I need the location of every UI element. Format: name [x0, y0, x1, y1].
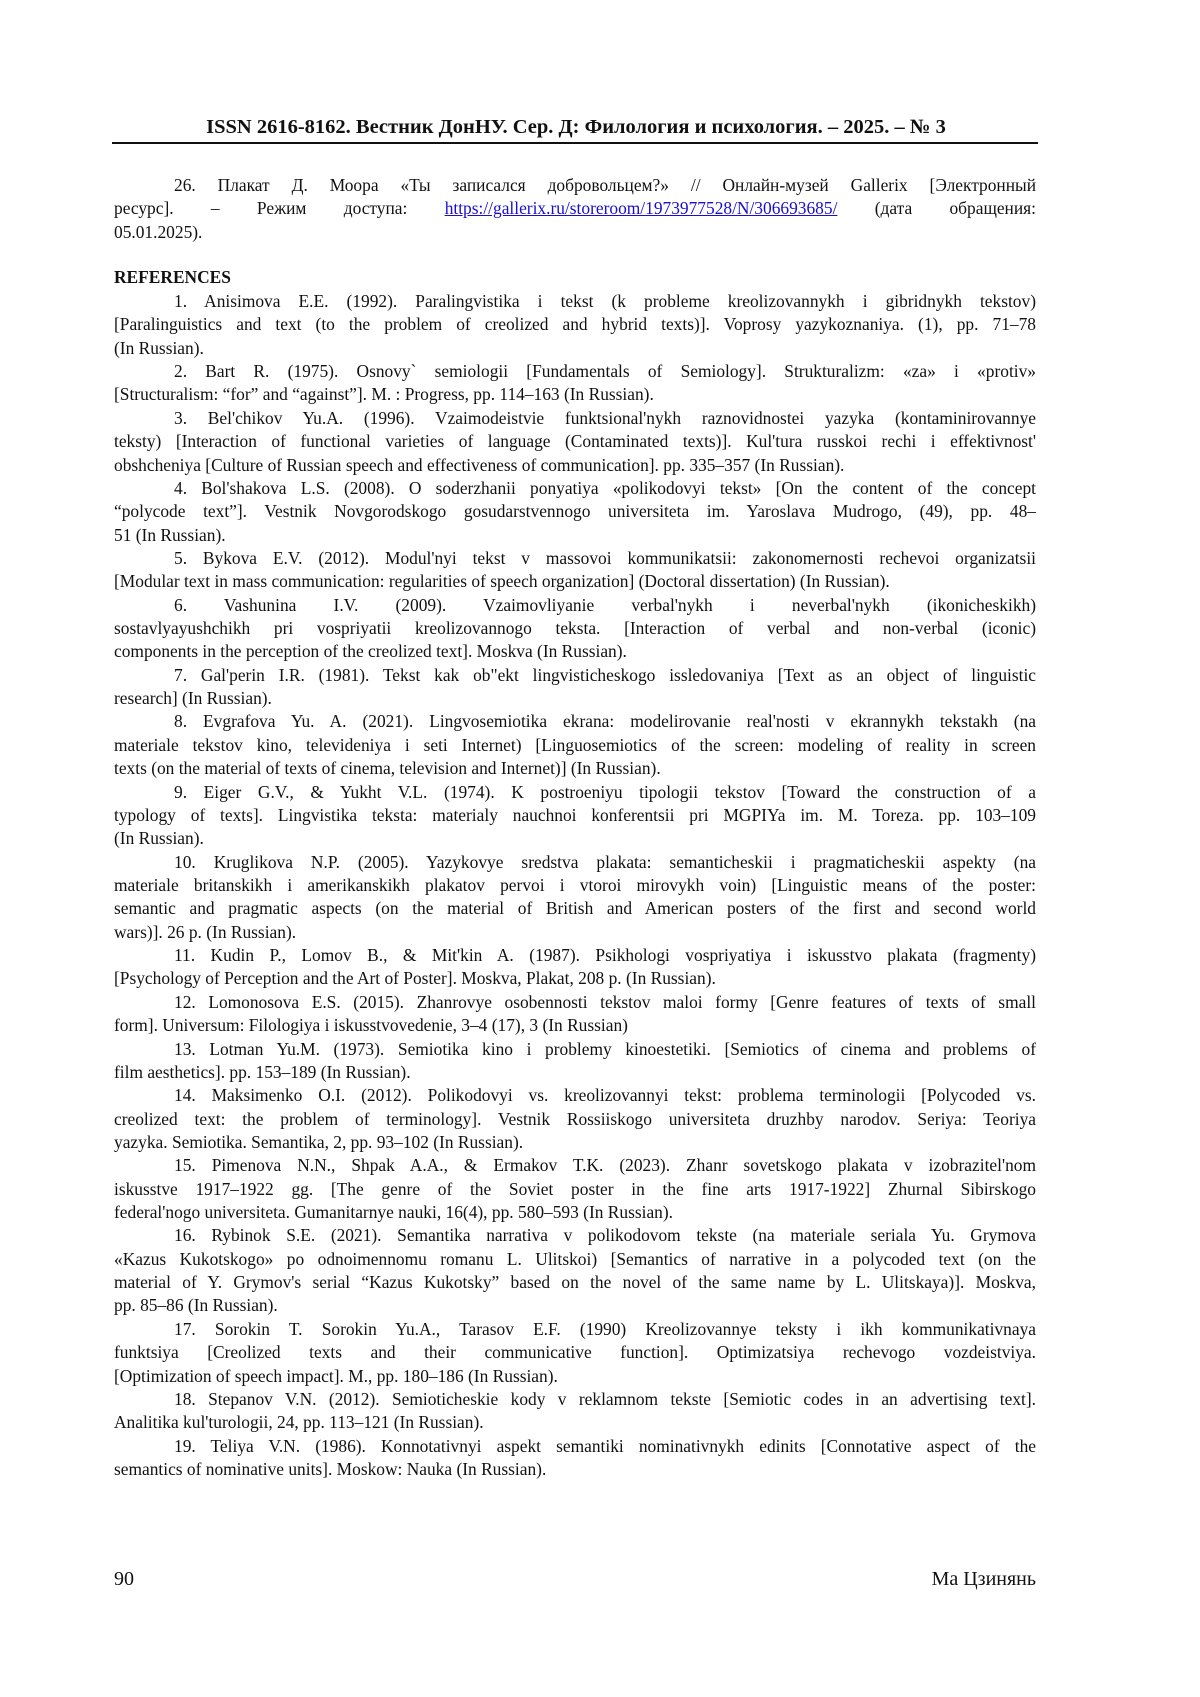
reference-line: semantics of nominative units]. Moskow: Nauka (In Russian).: [114, 1458, 547, 1479]
header-divider: [112, 142, 1038, 144]
reference-line: [Modular text in mass communication: regularities of speech organization] (Doctoral dissertation) (In Russian).: [114, 571, 890, 592]
reference-line: material of Y. Grymov's serial “Kazus Kukotsky” based on the novel of the same name by L. Ulitskaya)]. Moskva,: [114, 1272, 1036, 1293]
reference-line: 4. Bol'shakova L.S. (2008). O soderzhanii ponyatiya «polikodovyi tekst» [On the content of the concept: [174, 477, 1036, 498]
reference-item: [114, 1154, 1036, 1224]
reference-line: 1. Anisimova E.E. (1992). Paralingvistika i tekst (k probleme kreolizovannykh i gibridnykh tekstov): [174, 291, 1036, 311]
reference-line: 14. Maksimenko O.I. (2012). Polikodovyi vs. kreolizovannyi tekst: problema terminologii [Polycoded vs.: [174, 1085, 1036, 1106]
reference-line: form]. Universum: Filologiya i iskusstvovedenie, 3–4 (17), 3 (In Russian): [114, 1015, 628, 1036]
reference-line: semantic and pragmatic aspects (on the material of British and American posters of the first and second world: [114, 898, 1036, 919]
reference-item: [114, 944, 1036, 991]
reference-line: yazyka. Semiotika. Semantika, 2, pp. 93–102 (In Russian).: [114, 1131, 524, 1152]
reference-line: 9. Eiger G.V., & Yukht V.L. (1974). K postroeniyu tipologii tekstov [Toward the construction of a: [174, 781, 1036, 802]
reference-item: [114, 710, 1036, 780]
reference-line: «Kazus Kukotskogo» po odnoimennomu romanu L. Ulitskoi) [Semantics of narrative in a polycoded text (on the: [114, 1248, 1036, 1269]
reference-line: 51 (In Russian).: [114, 524, 226, 545]
reference-line: 18. Stepanov V.N. (2012). Semioticheskie kody v reklamnom tekste [Semiotic codes in an advertising text].: [174, 1388, 1036, 1409]
text-line: 26. Плакат Д. Моора «Ты записался добровольцем?» // Онлайн-музей Gallerix [Электронный: [174, 175, 1036, 195]
reference-line: typology of texts]. Lingvistika teksta: materialy nauchnoi konferentsii pri MGPIYa im. M. Toreza. pp. 103–109: [114, 804, 1036, 825]
text-segment: (дата обращения:: [837, 198, 1037, 219]
running-header: ISSN 2616-8162. Вестник ДонНУ. Сер. Д: Филология и психология. – 2025. – № 3: [206, 116, 946, 138]
text-line: [114, 197, 1036, 220]
reference-line: creolized text: the problem of terminology]. Vestnik Rossiiskogo universiteta druzhby narodov. Seriya: Teoriya: [114, 1108, 1036, 1129]
reference-item: [114, 290, 1036, 360]
reference-line: obshcheniya [Culture of Russian speech and effectiveness of communication]. pp. 335–357 (In Russian).: [114, 454, 845, 475]
reference-line: funktsiya [Creolized texts and their communicative function]. Optimizatsiya rechevogo vozdeistviya.: [114, 1342, 1036, 1363]
reference-line: components in the perception of the creolized text]. Moskva (In Russian).: [114, 641, 627, 662]
reference-line: (In Russian).: [114, 828, 204, 849]
reference-line: materiale tekstov kino, televideniya i seti Internet) [Linguosemiotics of the screen: modeling of reality in screen: [114, 734, 1036, 755]
reference-line: pp. 85–86 (In Russian).: [114, 1295, 278, 1316]
reference-line: 10. Kruglikova N.P. (2005). Yazykovye sredstva plakata: semanticheskii i pragmaticheskii aspekty (na: [174, 851, 1036, 872]
text-segment: ресурс]. – Режим доступа:: [114, 198, 445, 219]
reference-line: 17. Sorokin T. Sorokin Yu.A., Tarasov E.F. (1990) Kreolizovannye teksty i ikh kommunikativnaya: [174, 1318, 1036, 1339]
reference-item: [114, 851, 1036, 944]
reference-line: [Optimization of speech impact]. M., pp. 180–186 (In Russian).: [114, 1365, 558, 1386]
reference-item: [114, 1084, 1036, 1154]
reference-item: [114, 1318, 1036, 1388]
reference-line: 8. Evgrafova Yu. A. (2021). Lingvosemiotika ekrana: modelirovanie real'nosti v ekrannykh tekstakh (na: [174, 711, 1036, 732]
reference-line: (In Russian).: [114, 337, 204, 358]
reference-line: 3. Bel'chikov Yu.A. (1996). Vzaimodeistvie funktsional'nykh raznovidnostei yazyka (kontaminirovannye: [174, 407, 1036, 428]
reference-line: 5. Bykova E.V. (2012). Modul'nyi tekst v massovoi kommunikatsii: zakonomernosti rechevoi organizatsii: [174, 547, 1036, 568]
reference-item: [114, 1038, 1036, 1085]
reference-line: 6. Vashunina I.V. (2009). Vzaimovliyanie verbal'nykh i neverbal'nykh (ikonicheskikh): [174, 594, 1036, 615]
references-list: [114, 290, 1036, 1481]
reference-line: 13. Lotman Yu.M. (1973). Semiotika kino i problemy kinoestetiki. [Semiotics of cinema and problems of: [174, 1038, 1036, 1059]
page-number: 90: [114, 1568, 134, 1590]
reference-item: [114, 991, 1036, 1038]
reference-line: federal'nogo universiteta. Gumanitarnye nauki, 16(4), pp. 580–593 (In Russian).: [114, 1202, 674, 1223]
reference-line: 15. Pimenova N.N., Shpak A.A., & Ermakov T.K. (2023). Zhanr sovetskogo plakata v izobrazitel'nom: [174, 1155, 1036, 1176]
reference-line: 7. Gal'perin I.R. (1981). Tekst kak ob"ekt lingvisticheskogo issledovaniya [Text as an object of linguistic: [174, 664, 1036, 685]
reference-line: 12. Lomonosova E.S. (2015). Zhanrovye osobennosti tekstov maloi formy [Genre features of texts of small: [174, 991, 1036, 1012]
reference-item: [114, 477, 1036, 547]
reference-line: texts (on the material of texts of cinema, television and Internet)] (In Russian).: [114, 758, 661, 779]
reference-line: 19. Teliya V.N. (1986). Konnotativnyi aspekt semantiki nominativnykh edinits [Connotative aspect of the: [174, 1435, 1036, 1456]
reference-item: [114, 1388, 1036, 1435]
reference-item: [114, 781, 1036, 851]
footer-author: Ма Цзинянь: [931, 1568, 1036, 1590]
bibliography-item-26: [114, 174, 1036, 244]
reference-line: research] (In Russian).: [114, 688, 272, 709]
reference-line: materiale britanskikh i amerikanskikh plakatov pervoi i vtoroi mirovykh voin) [Linguistic means of the poster:: [114, 874, 1036, 895]
reference-line: 2. Bart R. (1975). Osnovy` semiologii [Fundamentals of Semiology]. Strukturalizm: «za» i «protiv»: [174, 361, 1036, 382]
reference-item: [114, 547, 1036, 594]
reference-line: “polycode text”]. Vestnik Novgorodskogo gosudarstvennogo universiteta im. Yaroslava Mudrogo, (49), pp. 48–: [114, 501, 1036, 522]
reference-item: [114, 360, 1036, 407]
reference-item: [114, 594, 1036, 664]
reference-line: [Structuralism: “for” and “against”]. M. : Progress, pp. 114–163 (In Russian).: [114, 384, 654, 405]
gallerix-link[interactable]: https://gallerix.ru/storeroom/1973977528/N/306693685/: [444, 198, 838, 219]
reference-line: Analitika kul'turologii, 24, pp. 113–121 (In Russian).: [114, 1412, 484, 1433]
references-heading: REFERENCES: [114, 267, 231, 287]
reference-item: [114, 407, 1036, 477]
reference-line: film aesthetics]. pp. 153–189 (In Russian).: [114, 1061, 411, 1082]
text-line: 05.01.2025).: [114, 221, 203, 242]
reference-item: [114, 1435, 1036, 1482]
reference-line: 11. Kudin P., Lomov B., & Mit'kin A. (1987). Psikhologi vospriyatiya i iskusstvo plakata (fragmenty): [174, 945, 1036, 966]
reference-item: [114, 664, 1036, 711]
reference-line: [Psychology of Perception and the Art of Poster]. Moskva, Plakat, 208 p. (In Russian).: [114, 968, 716, 989]
reference-line: teksty) [Interaction of functional varieties of language (Contaminated texts)]. Kul'tura russkoi rechi i effektivnost': [114, 431, 1036, 452]
reference-line: 16. Rybinok S.E. (2021). Semantika narrativa v polikodovom tekste (na materiale seriala Yu. Grymova: [174, 1225, 1036, 1246]
reference-item: [114, 1224, 1036, 1317]
reference-line: sostavlyayushchikh pri vospriyatii kreolizovannogo teksta. [Interaction of verbal and non-verbal (iconic): [114, 618, 1036, 639]
reference-line: iskusstve 1917–1922 gg. [The genre of the Soviet poster in the fine arts 1917-1922] Zhurnal Sibirskogo: [114, 1178, 1036, 1199]
reference-line: wars)]. 26 p. (In Russian).: [114, 921, 297, 942]
reference-line: [Paralinguistics and text (to the problem of creolized and hybrid texts)]. Voprosy yazykoznaniya. (1), pp. 71–78: [114, 314, 1036, 335]
